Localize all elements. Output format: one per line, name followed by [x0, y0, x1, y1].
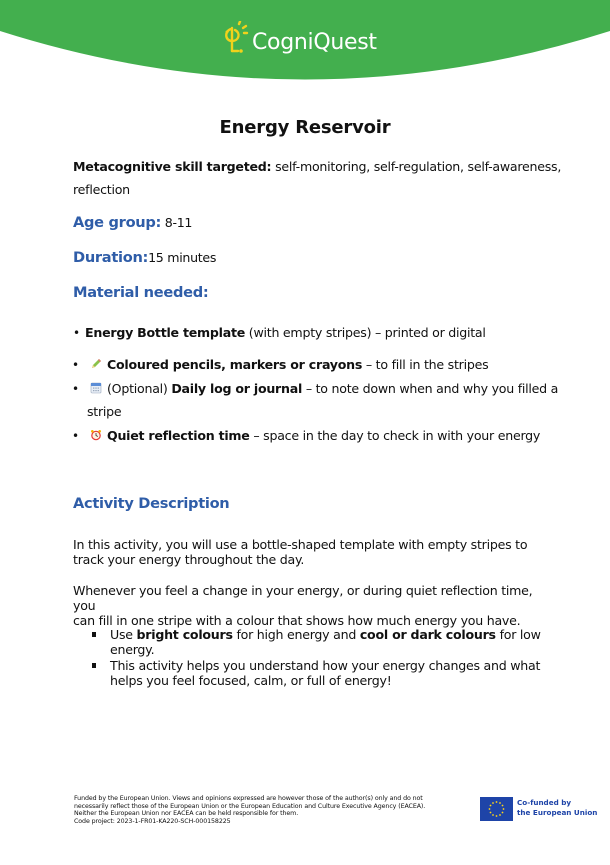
square-bullet: [92, 632, 96, 637]
square-bullet: [92, 663, 96, 668]
pencil-icon: [90, 358, 102, 370]
paragraph-line: can fill in one stripe with a colour that shows how much energy you have.: [73, 613, 521, 628]
bullet-text: energy.: [110, 642, 155, 657]
calendar-icon: [90, 382, 102, 394]
bullet-text: for high energy and: [232, 627, 360, 642]
paragraph-line: track your energy throughout the day.: [73, 552, 305, 567]
materials-heading: Material needed:: [73, 284, 209, 301]
bullet-dot: •: [72, 358, 80, 372]
paragraph-line: In this activity, you will use a bottle-shaped template with empty stripes to: [73, 537, 528, 552]
material-bold: Coloured pencils, markers or crayons: [107, 357, 363, 372]
bullet-bold: cool or dark colours: [359, 627, 496, 642]
eu-label-line: Co-funded by: [517, 798, 572, 807]
activity-paragraph-1: [73, 537, 543, 567]
eu-label-line: the European Union: [517, 807, 598, 817]
duration: [73, 249, 216, 266]
duration-label: Duration:: [73, 249, 149, 266]
disclaimer-line: necessarily reflect those of the European Union or the European Education and Culture Executive Agency (EACEA).: [74, 802, 426, 810]
skill-label: Metacognitive skill targeted:: [73, 159, 272, 174]
disclaimer-line: Funded by the European Union. Views and opinions expressed are however those of the author(s) only and do not: [74, 795, 423, 802]
bullet-dot: •: [73, 326, 81, 340]
material-bold: Energy Bottle template: [85, 325, 246, 340]
disclaimer-line: Neither the European Union nor EACEA can be held responsible for them.: [74, 810, 299, 818]
page-title: Energy Reservoir: [219, 117, 391, 138]
material-item: [85, 325, 486, 341]
lightbulb-person-icon: [222, 21, 250, 59]
material-rest: – to note down when and why you filled a: [302, 381, 559, 396]
skill-value: self-monitoring, self-regulation, self-awareness,: [271, 159, 562, 174]
bullet-text: This activity helps you understand how your energy changes and what: [110, 658, 541, 673]
bullet-dot: •: [72, 382, 80, 396]
brand-name: CogniQuest: [252, 30, 377, 55]
activity-bullet: [110, 627, 580, 657]
material-item: [90, 381, 558, 397]
material-rest: (with empty stripes) – printed or digital: [245, 325, 486, 340]
material-bold: Daily log or journal: [171, 381, 303, 396]
material-rest: – space in the day to check in with your energy: [249, 428, 541, 443]
material-item: [90, 428, 540, 444]
bullet-bold: bright colours: [136, 627, 233, 642]
project-code: Code project: 2023-1-FR01-KA220-SCH-000158225: [74, 818, 231, 826]
duration-value: 15 minutes: [148, 250, 217, 265]
skill-value-line2: reflection: [73, 182, 130, 197]
bullet-text: helps you feel focused, calm, or full of energy!: [110, 673, 392, 688]
bullet-text: for low: [495, 627, 541, 642]
skill-targeted: [73, 159, 561, 175]
paragraph-line: Whenever you feel a change in your energy, or during quiet reflection time, you: [73, 583, 533, 613]
material-item-continuation: stripe: [87, 404, 122, 419]
eu-flag-icon: [480, 797, 513, 821]
material-rest: – to fill in the stripes: [362, 357, 489, 372]
bullet-text: Use: [110, 627, 137, 642]
activity-bullet: [110, 658, 580, 688]
eu-cofunded-label: [517, 798, 597, 817]
material-item: [90, 357, 488, 373]
activity-heading: Activity Description: [73, 495, 230, 512]
alarm-clock-icon: [90, 429, 102, 441]
bullet-dot: •: [72, 429, 80, 443]
age-group: [73, 214, 192, 231]
activity-paragraph-2: [73, 583, 543, 628]
cogniquest-logo: [222, 20, 377, 60]
age-group-value: 8-11: [161, 215, 193, 230]
material-bold: Quiet reflection time: [107, 428, 250, 443]
age-group-label: Age group:: [73, 214, 162, 231]
material-pre: (Optional): [107, 381, 172, 396]
funding-disclaimer: [74, 795, 425, 826]
